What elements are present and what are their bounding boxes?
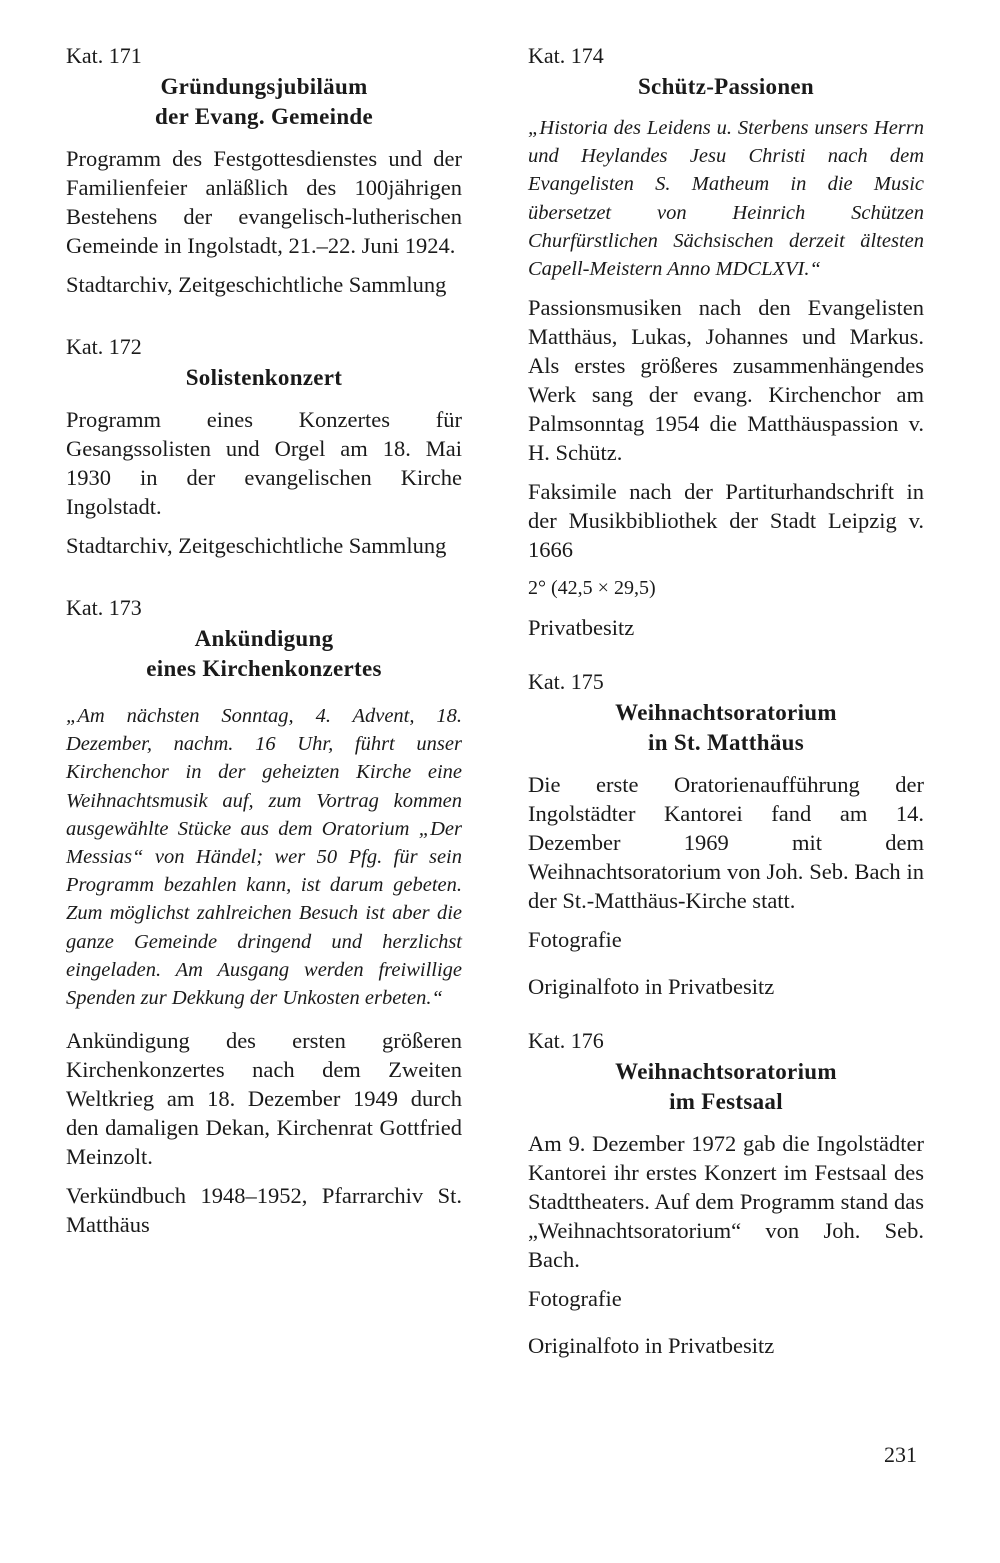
entry-medium: Fotografie [528,1286,622,1312]
entry-description: Die erste Oratorienaufführung der Ingolstädter Kantorei fand am 14. Dezember 1969 mit dem Weihnachtsoratorium von Joh. Seb. Bach in der St.-Matthäus-Kirche statt. [528,772,924,914]
catalog-entry-173 [66,594,462,1239]
entry-source: Verkündbuch 1948–1952, Pfarrarchiv St. Matthäus [66,1183,462,1238]
entry-source: Privatbesitz [528,615,635,641]
catalog-entry-176 [528,1027,924,1360]
catalog-number: Kat. 175 [528,669,604,695]
entry-description: Ankündigung des ersten größeren Kirchenkonzertes nach dem Zweiten Weltkrieg am 18. Dezember 1949 durch den damaligen Dekan, Kirchenrat Gottfried Meinzolt. [66,1028,462,1170]
catalog-entry-171 [66,42,462,299]
entry-description: Programm des Festgottesdienstes und der Familienfeier anläßlich des 100jährigen Bestehens der evangelisch-lutherischen Gemeinde in Ingolstadt, 21.–22. Juni 1924. [66,146,462,258]
catalog-number: Kat. 174 [528,43,604,68]
entry-facsimile: Faksimile nach der Partiturhandschrift in der Musikbibliothek der Stadt Leipzig v. 1666 [528,479,924,563]
entry-quote: „Historia des Leidens u. Sterbens unsers Herrn und Heylandes Jesu Christi nach dem Evangelisten S. Matheum in die Music übersetzet von Heinrich Schützen Churfürstlichen Sächsischen derzeit ältesten Capell-Meistern Anno MDCLXVI.“ [528,117,924,281]
page-number: 231 [884,1442,917,1467]
entry-title: Gründungsjubiläum der Evang. Gemeinde [154,74,374,129]
left-column [66,42,462,1265]
entry-description: Programm eines Konzertes für Gesangssolisten und Orgel am 18. Mai 1930 in der evangelischen Kirche Ingolstadt. [66,407,462,519]
catalog-number: Kat. 176 [528,1028,604,1054]
entry-title: Schütz-Passionen [637,74,815,99]
entry-description: Am 9. Dezember 1972 gab die Ingolstädter Kantorei ihr erstes Konzert im Festsaal des Stadttheaters. Auf dem Programm stand das „Weihnachtsoratorium“ von Joh. Seb. Bach. [528,1131,924,1273]
right-column [528,42,924,1386]
catalog-entry-174 [528,42,924,642]
entry-source: Stadtarchiv, Zeitgeschichtliche Sammlung [66,533,447,558]
catalog-entry-172 [66,333,462,560]
catalog-number: Kat. 171 [66,43,142,68]
catalog-entry-175 [528,668,924,1001]
catalog-number: Kat. 172 [66,334,142,359]
entry-source: Originalfoto in Privatbesitz [528,974,775,1000]
entry-title: Weihnachtsoratorium im Festsaal [615,1059,837,1115]
entry-title: Ankündigung eines Kirchenkonzertes [146,626,382,681]
entry-source: Originalfoto in Privatbesitz [528,1333,775,1359]
entry-source: Stadtarchiv, Zeitgeschichtliche Sammlung [66,272,447,297]
entry-quote: „Am nächsten Sonntag, 4. Advent, 18. Dezember, nachm. 16 Uhr, führt unser Kirchenchor in der geheizten Kirche eine Weihnachtsmusik auf, zum Vortrag kommen ausgewählte Stücke aus dem Oratorium „Der Messias“ von Händel; wer 50 Pfg. für sein Programm bezahlen kann, ist darum gebeten. Zum möglichst zahlreichen Besuch ist aber die ganze Gemeinde dringend und herzlichst eingeladen. Am Ausgang werden freiwillige Spenden zur Dekkung der Unkosten erbeten.“ [66,705,462,1010]
entry-medium: Fotografie [528,927,622,953]
entry-format: 2° (42,5 × 29,5) [528,577,656,600]
catalog-number: Kat. 173 [66,595,142,620]
entry-description: Passionsmusiken nach den Evangelisten Matthäus, Lukas, Johannes und Markus. Als erstes größeres zusammenhängendes Werk sang der evang. Kirchenchor am Palmsonntag 1954 die Matthäuspassion v. H. Schütz. [528,295,924,466]
entry-title: Solistenkonzert [185,365,343,390]
entry-title: Weihnachtsoratorium in St. Matthäus [615,700,837,756]
